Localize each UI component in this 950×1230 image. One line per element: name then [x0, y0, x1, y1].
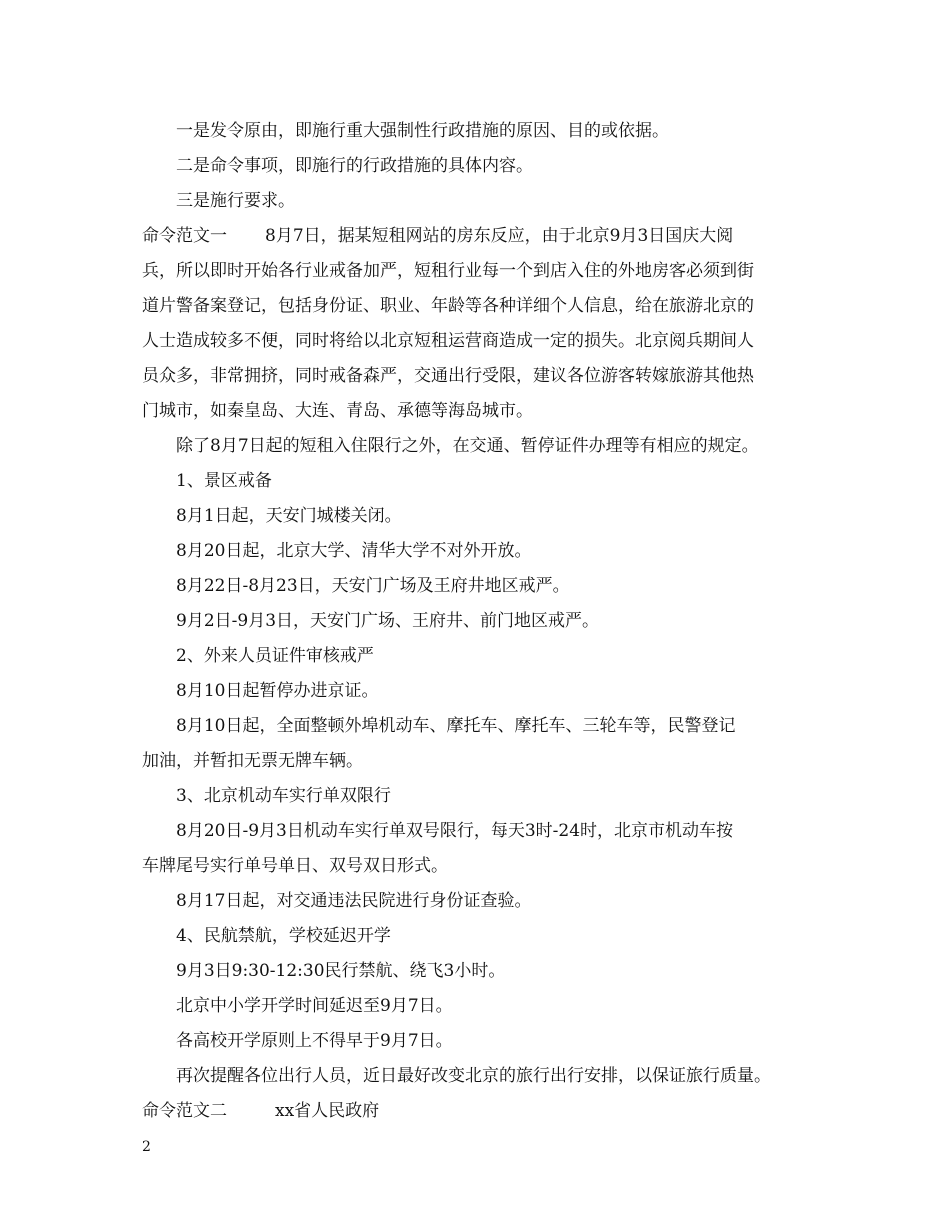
- example-one-line: [142, 225, 822, 247]
- paragraph-line: 8月20日-9月3日机动车实行单双号限行，每天3时-24时，北京市机动车按: [176, 821, 734, 841]
- paragraph-line: 8月10日起暂停办进京证。: [176, 681, 379, 701]
- paragraph-line: 各高校开学原则上不得早于9月7日。: [176, 1031, 453, 1051]
- paragraph-line: 人士造成较多不便，同时将给以北京短租运营商造成一定的损失。北京阅兵期间人: [142, 331, 754, 351]
- paragraph-line: 兵，所以即时开始各行业戒备加严，短租行业每一个到店入住的外地房客必须到街: [142, 261, 754, 281]
- paragraph-line: 车牌尾号实行单号单日、双号双日形式。: [142, 856, 448, 876]
- paragraph-line: 北京中小学开学时间延迟至9月7日。: [176, 996, 453, 1016]
- paragraph-line: 三是施行要求。: [176, 191, 295, 211]
- paragraph-line: 二是命令事项，即施行的行政措施的具体内容。: [176, 156, 533, 176]
- example-one-label: 命令范文一: [142, 226, 227, 246]
- paragraph-line: 8月10日起，全面整顿外埠机动车、摩托车、摩托车、三轮车等，民警登记: [176, 716, 736, 736]
- paragraph-line: 加油，并暂扣无票无牌车辆。: [142, 751, 363, 771]
- example-two-line: [142, 1100, 822, 1122]
- paragraph-line: 9月3日9:30-12:30民行禁航、绕飞3小时。: [176, 961, 506, 981]
- paragraph-line: 员众多，非常拥挤，同时戒备森严，交通出行受限，建议各位游客转嫁旅游其他热: [142, 366, 754, 386]
- paragraph-line: 8月22日-8月23日，天安门广场及王府井地区戒严。: [176, 576, 570, 596]
- section-heading: 3、北京机动车实行单双限行: [176, 786, 391, 806]
- paragraph-line: 门城市，如秦皇岛、大连、青岛、承德等海岛城市。: [142, 401, 533, 421]
- paragraph-line: 一是发令原由，即施行重大强制性行政措施的原因、目的或依据。: [176, 121, 669, 141]
- paragraph-text: xx省人民政府: [275, 1101, 380, 1121]
- paragraph-line: 道片警备案登记，包括身份证、职业、年龄等各种详细个人信息，给在旅游北京的: [142, 296, 754, 316]
- paragraph-line: 8月17日起，对交通违法民院进行身份证查验。: [176, 891, 532, 911]
- section-heading: 4、民航禁航，学校延迟开学: [176, 926, 391, 946]
- example-two-label: 命令范文二: [142, 1101, 227, 1121]
- paragraph-line: 8月20日起，北京大学、清华大学不对外开放。: [176, 541, 532, 561]
- paragraph-line: 9月2日-9月3日，天安门广场、王府井、前门地区戒严。: [176, 611, 600, 631]
- page-number: 2: [142, 1139, 151, 1155]
- paragraph-text: 8月7日，据某短租网站的房东反应，由于北京9月3日国庆大阅: [265, 226, 734, 246]
- section-heading: 2、外来人员证件审核戒严: [176, 646, 374, 666]
- paragraph-line: 8月1日起，天安门城楼关闭。: [176, 506, 402, 526]
- paragraph-line: 除了8月7日起的短租入住限行之外，在交通、暂停证件办理等有相应的规定。: [176, 436, 759, 456]
- paragraph-line: 再次提醒各位出行人员，近日最好改变北京的旅行出行安排，以保证旅行质量。: [176, 1066, 771, 1086]
- section-heading: 1、景区戒备: [176, 471, 272, 491]
